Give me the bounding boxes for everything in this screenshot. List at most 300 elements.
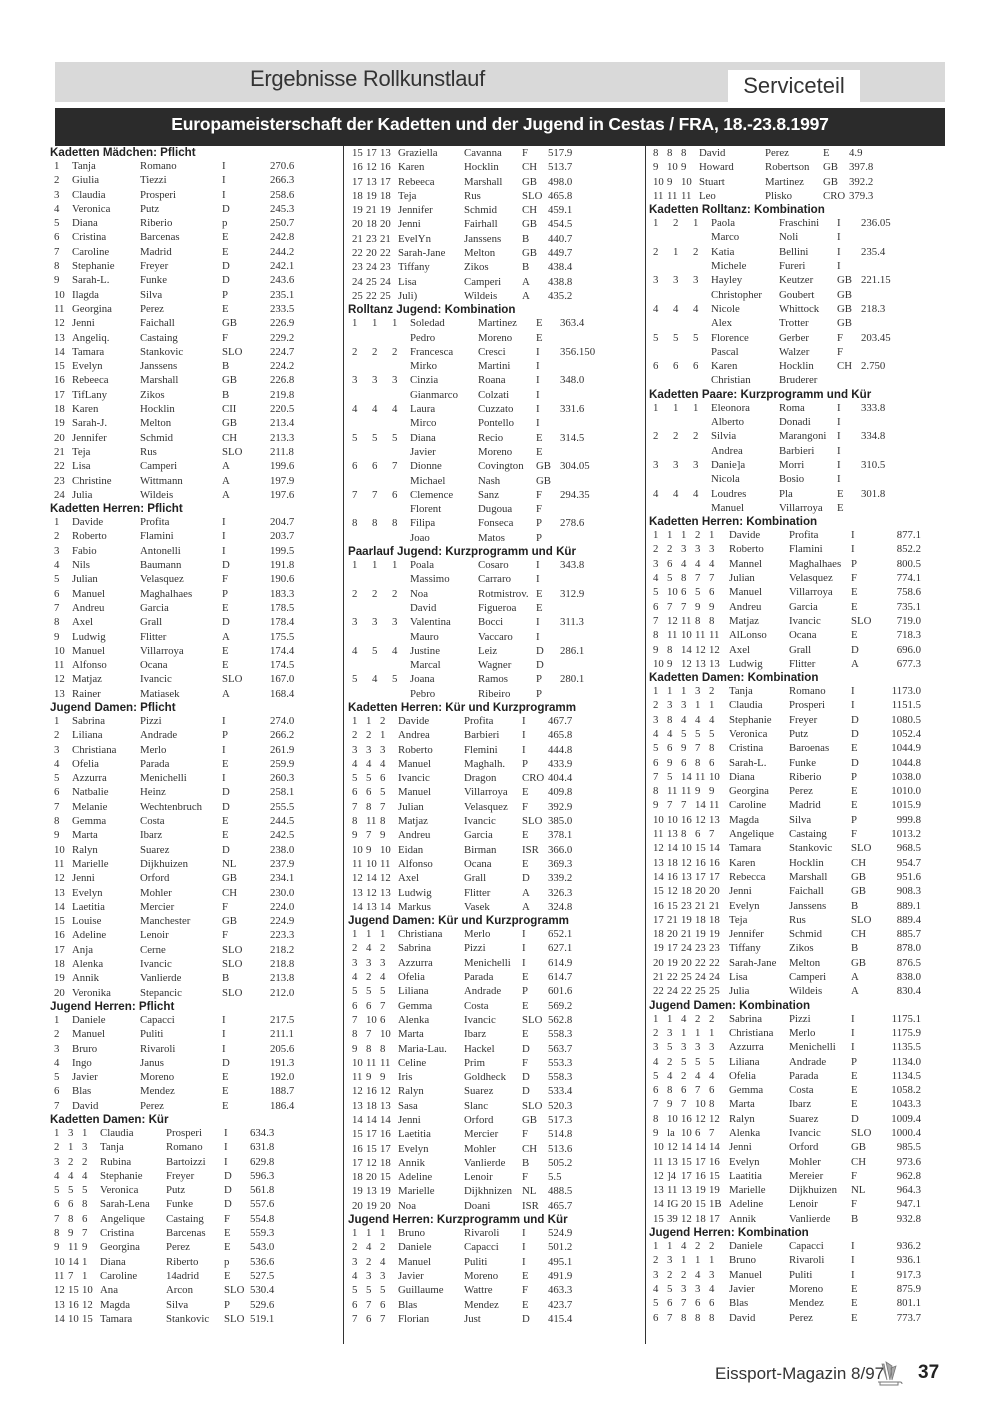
rank-3: 8 [392,517,398,530]
rank-3: 1 [82,1255,88,1268]
rank-3: 4 [392,403,398,416]
rank-4: 13 [695,657,706,670]
first-name: Katia [711,245,735,258]
last-name: Mereier [789,1169,824,1182]
result-row [348,260,648,274]
nation: E [222,757,229,770]
result-row [348,217,648,231]
rank: 14 [352,900,363,913]
score: 463.3 [548,1284,573,1297]
rank: 9 [54,1241,60,1254]
last-name: Vanlierde [789,1212,831,1225]
rank-3: 14 [681,643,692,656]
first-name: Massimo [410,573,450,586]
result-row [649,585,949,599]
score: 459.1 [548,204,573,217]
rank-2: 9 [667,175,673,188]
first-name: Marielle [398,1185,435,1198]
nation: E [222,1099,229,1112]
result-row [348,1170,648,1184]
rank-3: 3 [82,1141,88,1154]
section-heading: Kadetten Damen: Kombination [649,671,819,685]
score: 217.5 [270,1013,295,1026]
rank-3: 15 [380,1171,391,1184]
result-row [649,1197,949,1211]
rank: 7 [54,1099,60,1112]
rank: 3 [54,1155,60,1168]
rank-3: 3 [380,1269,386,1282]
nation: E [851,785,858,798]
rank-3: 5 [380,985,386,998]
score: 561.8 [250,1184,275,1197]
first-name: Julian [72,573,98,586]
score: 601.6 [548,985,573,998]
nation: I [837,231,841,244]
pair-row-b [348,331,648,345]
score: 1175.1 [891,1012,921,1025]
rank-3: 5 [380,786,386,799]
first-name: Matjaz [729,614,759,627]
rank: 20 [352,218,363,231]
rank-2: 9 [667,1098,673,1111]
rank-2: 1 [372,559,378,572]
score: 258.1 [270,786,295,799]
last-name: Ocana [140,659,168,672]
nation: I [837,430,841,443]
first-name: David [410,601,437,614]
score: 627.1 [548,942,573,955]
nation: E [224,1269,231,1282]
first-name: Adeline [398,1171,433,1184]
spacer [348,572,372,586]
first-name: Georgina [72,302,112,315]
score: 190.6 [270,573,295,586]
rank-4: 15 [695,842,706,855]
score: 238.0 [270,843,295,856]
rank-2: 9 [68,1227,74,1240]
rank: 2 [352,729,358,742]
rank-3: 3 [693,274,699,287]
first-name: Jenni [72,317,95,330]
headline: Europameisterschaft der Kadetten und der Jugend in Cestas / FRA, 18.-23.8.1997 [171,114,829,134]
last-name: Martinez [478,317,517,330]
score: 962.8 [896,1169,921,1182]
section-heading: Kadetten Herren: Kombination [649,515,818,529]
rank-4: 25 [695,985,706,998]
last-name: Cavanna [464,147,502,159]
rank: 17 [54,388,65,401]
section-heading: Jugend Damen: Kür und Kurzprogramm [348,914,569,928]
spacer [693,316,711,330]
spacer [649,316,673,330]
first-name: David [699,147,726,159]
score: 245.3 [270,202,295,215]
result-row [649,941,949,955]
nation: D [522,1071,530,1084]
last-name: Barcenas [140,231,180,244]
score: 356.150 [560,345,596,358]
score: 1043.3 [891,1098,921,1111]
score: 501.2 [548,1241,573,1254]
last-name: Vasek [464,900,490,913]
rank-3: 16 [380,1128,391,1141]
result-row [348,785,648,799]
first-name: Rubina [100,1155,132,1168]
last-name: Suarez [464,1085,494,1098]
first-name: Javier [72,1071,98,1084]
result-row [348,1027,648,1041]
last-name: Villarroya [779,501,823,514]
rank: 15 [653,1212,664,1225]
score: 219.8 [270,388,295,401]
nation: I [536,630,540,643]
rank: 12 [54,872,65,885]
rank-2: 2 [372,587,378,600]
first-name: Jenni [398,218,421,231]
first-name: Diana [72,217,98,230]
result-row [50,1212,340,1226]
score: 800.5 [896,557,921,570]
rank: 6 [653,1084,659,1097]
rank: 7 [54,601,60,614]
first-name: Hayley [711,274,743,287]
nation: D [222,559,230,572]
rank: 12 [653,1169,664,1182]
first-name: Magda [729,813,759,826]
pair-row-a [649,273,949,287]
rank-2: 14 [366,1114,377,1126]
nation: E [522,1269,529,1282]
first-name: Ofelia [729,1069,756,1082]
rank-2: 8 [366,800,372,813]
rank: 6 [352,786,358,799]
rank-2: 1 [366,928,372,941]
nation: D [222,274,230,287]
rank: 8 [653,629,659,642]
last-name: Stepancic [140,986,182,999]
result-row [50,630,340,644]
last-name: Suarez [140,843,170,856]
nation: F [851,1198,858,1211]
rank-2: 3 [366,743,372,756]
result-row [348,1084,648,1098]
rank-4: 5 [695,1055,701,1068]
rank-2: 3 [366,1269,372,1282]
rank-5: 16 [709,856,720,869]
rank-4: 11 [695,770,706,783]
first-name: Paola [711,217,735,230]
first-name: Markus [398,900,431,913]
last-name: Orford [140,872,170,885]
last-name: Prim [464,1056,485,1069]
rank-4: 1 [695,1026,701,1039]
first-name: Gemma [729,1084,764,1097]
nation: E [522,857,529,870]
rank-5: 12 [709,643,720,656]
rank-2: 21 [667,913,678,926]
spacer [348,502,372,516]
first-name: Manuel [72,644,105,657]
rank: 10 [352,1056,363,1069]
rank: 15 [54,915,65,928]
result-row [649,146,949,160]
result-row [50,1283,340,1297]
rank-2: 2 [366,971,372,984]
last-name: Hocklin [789,856,824,869]
rank: 6 [352,460,358,473]
rank-2: 9 [366,843,372,856]
nation: P [536,517,543,530]
spacer [372,658,392,672]
score: 631.8 [250,1141,275,1154]
last-name: Camperi [140,460,178,473]
score: 1135.5 [891,1041,921,1054]
nation: I [522,729,526,742]
rank-2: 5 [667,1282,673,1295]
first-name: Davide [729,529,761,542]
rank: 12 [54,317,65,330]
first-name: Veronika [72,986,111,999]
result-row [649,827,949,841]
nation: D [522,1042,530,1055]
rank-3: 4 [380,757,386,770]
rank: 8 [653,1112,659,1125]
score: 392.2 [849,175,874,188]
result-row [50,544,340,558]
result-row [649,684,949,698]
score: 326.3 [548,886,573,899]
nation: E [222,829,229,842]
result-row [50,785,340,799]
rank-2: 1 [667,1240,673,1253]
score: 559.3 [250,1227,275,1240]
rank-2: 15 [366,1142,377,1155]
spacer [372,359,392,373]
rank: 18 [54,403,65,416]
score: 220.5 [270,403,295,416]
score: 553.3 [548,1056,573,1069]
result-row [50,173,340,187]
result-row [348,1226,648,1240]
rank-3: 1 [693,217,699,230]
result-row [649,856,949,870]
result-row [50,1140,340,1154]
result-row [649,798,949,812]
rank: 6 [54,1198,60,1211]
first-name: Nicole [711,302,740,315]
rank-3: 2 [392,587,398,600]
rank-2: la [667,1127,675,1139]
score: 932.8 [896,1212,921,1225]
last-name: Schmid [789,928,822,941]
rank-2: 5 [366,772,372,785]
rank-3: 4 [380,971,386,984]
result-row [348,743,648,757]
score: 363.4 [560,317,585,330]
rank-4: 7 [695,572,701,585]
rank: 22 [653,985,664,998]
nation: SLO [522,189,543,202]
first-name: Clemence [410,488,454,501]
rank: 4 [653,487,659,500]
first-name: Lisa [398,275,417,288]
last-name: Bartoizzi [166,1155,206,1168]
score: 244.5 [270,815,295,828]
spacer [372,388,392,402]
rank-3: 1 [82,1269,88,1282]
spacer [392,572,410,586]
result-row [50,986,340,1000]
first-name: Angelique [100,1212,145,1225]
first-name: Teja [72,445,91,458]
score: 908.3 [896,885,921,898]
nation: p [222,217,228,230]
score: 392.9 [548,800,573,813]
nation: SLO [224,1312,245,1325]
nation: E [222,1071,229,1084]
rank-2: 2 [667,1055,673,1068]
rank: 5 [653,1297,659,1310]
last-name: Parada [464,971,494,984]
rank-5: 25 [709,985,720,998]
last-name: Gerber [779,331,809,344]
nation: p [224,1255,230,1268]
nation: I [837,245,841,258]
first-name: Gemma [398,999,433,1012]
result-row [348,189,648,203]
rank-2: 10 [667,586,678,599]
rank: 8 [54,815,60,828]
score: 234.1 [270,872,295,885]
score: 212.0 [270,986,295,999]
first-name: Tiffany [729,942,761,955]
rank: 8 [54,616,60,629]
first-name: Tanja [100,1141,124,1154]
first-name: Matjaz [72,673,102,686]
rank-5: 11 [709,629,720,642]
nation: E [224,1227,231,1240]
rank-5: 8 [709,1098,715,1111]
rank: 4 [54,1056,60,1069]
first-name: Evelyn [398,1142,429,1155]
rank: 5 [54,1184,60,1197]
first-name: Caroline [729,799,767,812]
rank-3: 12 [82,1298,93,1311]
rank-4: 4 [695,713,701,726]
score: 696.0 [896,643,921,656]
last-name: Freyer [140,260,169,273]
rank-2: 5 [366,985,372,998]
rank: 10 [653,813,664,826]
nation: A [222,488,230,501]
nation: I [536,573,540,586]
score: 237.9 [270,857,295,870]
last-name: Fraschini [779,217,820,230]
rank: 5 [54,1071,60,1084]
rank-4: 9 [695,785,701,798]
nation: I [222,530,226,543]
first-name: Georgina [100,1241,140,1254]
score: 449.7 [548,247,573,260]
nation: ISR [522,843,539,856]
score: 197.9 [270,474,295,487]
result-row [50,1255,340,1269]
rank: 20 [352,1199,363,1212]
rank: 19 [352,204,363,217]
nation: I [222,174,226,187]
nation: E [222,659,229,672]
first-name: Florian [398,1312,430,1325]
first-name: Laetitia [398,1128,431,1141]
result-row [50,1197,340,1211]
spacer [348,658,372,672]
nation: GB [823,161,838,174]
last-name: Doani [464,1199,491,1212]
result-row [50,1155,340,1169]
nation: D [222,786,230,799]
rank-2: 24 [667,985,678,998]
result-row [649,557,949,571]
last-name: Cosaro [478,559,509,572]
nation: I [224,1127,228,1139]
rank: 5 [352,431,358,444]
rank-5: 6 [709,1084,715,1097]
rank-2: 8 [667,1084,673,1097]
nation: B [222,972,230,985]
nation: P [851,770,858,783]
rank: 6 [54,587,60,600]
result-row [649,784,949,798]
last-name: Wagner [478,659,512,672]
results-column-3 [645,146,949,1344]
spacer [693,345,711,359]
result-row [348,1056,648,1070]
first-name: Michael [410,474,446,487]
score: 491.9 [548,1269,573,1282]
last-name: Lenoir [140,929,169,942]
last-name: Trotter [779,317,809,330]
last-name: Romano [166,1141,203,1154]
score: 954.7 [896,856,921,869]
result-row [50,658,340,672]
rank: 3 [653,557,659,570]
score: 438.8 [548,275,573,288]
rank-3: 17 [380,1142,391,1155]
rank-3: 13 [380,886,391,899]
result-row [348,970,648,984]
rank-3: 1 [681,1254,687,1267]
rank-3: 23 [380,261,391,274]
first-name: Christine [72,474,112,487]
first-name: Alfonso [398,857,433,870]
rank-3: 5 [392,673,398,686]
spacer [649,230,673,244]
result-row [348,886,648,900]
rank-3: 15 [82,1312,93,1325]
rank-3: 13 [681,1184,692,1197]
first-name: Magda [100,1298,130,1311]
result-row [50,672,340,686]
first-name: Tiffany [398,261,430,274]
nation: D [851,713,859,726]
first-name: Andreu [72,601,105,614]
rank-2: 13 [366,900,377,913]
first-name: Sabrina [398,942,431,955]
first-name: Liliana [729,1055,760,1068]
first-name: Roberto [729,543,764,556]
rank-4: 2 [695,1240,701,1253]
first-name: Mirko [410,360,437,373]
